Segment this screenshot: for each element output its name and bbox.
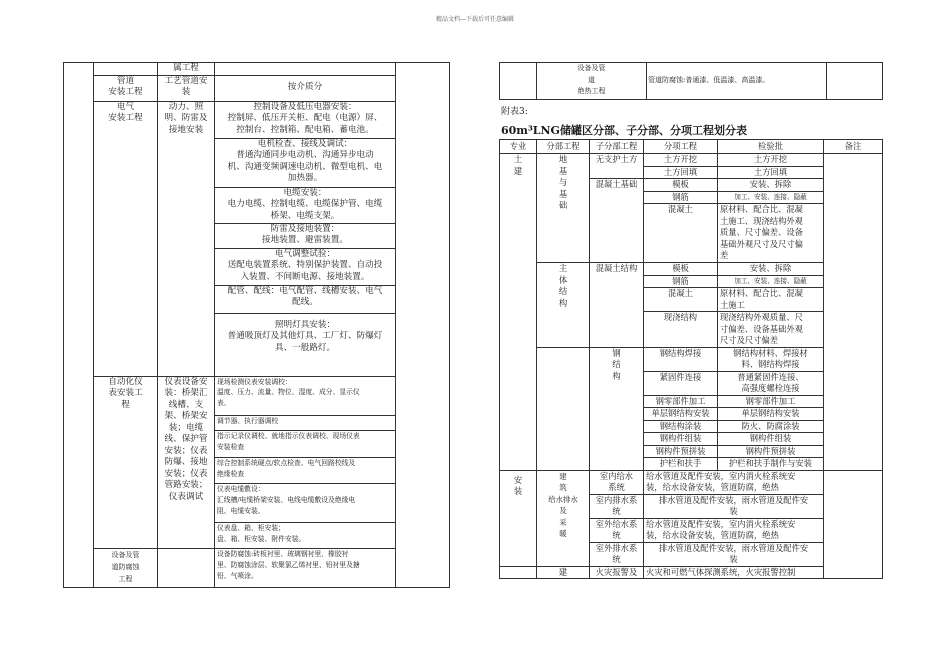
batch-indoor-drain: 排水管道及配件安装，雨水管道及配件安 装 [644,494,824,518]
batch-fastener: 普通紧固件连接、 高强度螺栓连接 [718,371,824,395]
top-fragment-label: 属工程 [158,63,215,76]
elec-item-4: 电气调整试验： 送配电装置系统、特别保护装置、自动投 入装置、不间断电源、接地装置。 [215,249,395,286]
batch-railing: 护栏和扶手制作与安装 [718,458,824,471]
building-cut-label: 建 [537,566,590,579]
item-formwork2: 模板 [644,263,718,276]
left-project-table [63,62,450,588]
batch-formwork2: 安装、拆除 [718,263,824,276]
right-table-title: 60m³LNG储罐区分部、子分部、分项工程划分表 [501,124,747,137]
page-header: 精品文档---下载后可任意编辑 [435,16,515,23]
left-blank-col [64,63,94,588]
item-steel-preassembly: 钢构件预拼装 [644,445,718,458]
item-rebar: 钢筋 [644,191,718,204]
batch-steel-weld: 钢结构材料、焊接材 料、钢结构焊接 [718,347,824,371]
right-blank-col [396,63,450,588]
batch-backfill: 土方回填 [718,166,824,179]
sub-outdoor-drain: 室外排水系 统 [590,542,644,566]
auto-item-3: 综合控制系统硬点/软点检查、电气回路校线及 绝缘检查 [215,458,395,484]
th-division: 分部工程 [537,140,590,154]
lng-division-table [499,139,883,579]
electrical-items [215,101,396,376]
sub-no-support: 无支护土方 [590,154,644,179]
appendix-label: 附表3: [501,107,528,117]
batch-single-steel: 单层钢结构安装 [718,408,824,421]
top-fragment-blank [94,63,158,76]
insulation-name: 设备及管 道 绝热工程 [537,63,647,100]
batch-cast: 现浇结构外观质量、尺 寸偏差、设备基础外观 尺寸及尺寸偏差 [718,312,824,348]
auto-item-5: 仪表盘、箱、柜安装； 盘、箱、柜安装、附件安装。 [217,523,306,543]
elec-item-5: 配管、配线：电气配管、线槽安装、电气 配线。 [215,286,395,314]
sub-indoor-water-supply: 室内给水 系统 [590,470,644,494]
th-subdivision: 子分部工程 [590,140,644,154]
th-specialty: 专业 [500,140,537,154]
th-item: 分项工程 [644,140,718,154]
sub-outdoor-water-supply: 室外给水系 统 [590,518,644,542]
item-rebar2: 钢筋 [644,275,718,288]
foundation-label: 地 基 与 基 础 [537,154,590,263]
sub-fire-alarm: 火灾报警及 [590,566,644,579]
automation-items [215,376,396,548]
item-single-steel: 单层钢结构安装 [644,408,718,421]
item-steel-coating: 钢结构涂装 [644,420,718,433]
batch-rebar: 加工、安装、连接、隐蔽 [718,191,824,204]
item-backfill: 土方回填 [644,166,718,179]
item-concrete2: 混凝土 [644,288,718,312]
right-top-fragment-table [499,62,883,100]
batch-rebar2: 加工、安装、连接、隐蔽 [718,275,824,288]
batch-fire-alarm: 火灾和可燃气体探测系统，火灾报警控制 [644,566,824,579]
batch-steel-assembly: 钢构件组装 [718,433,824,446]
item-fastener: 紧固件连接 [644,371,718,395]
batch-outdoor-drain: 排水管道及配件安装，雨水管道及配件安 装 [644,542,824,566]
auto-item-2: 指示记录仪调校、就地指示仪表调校、现场仪表 安装检查 [215,431,395,458]
batch-formwork: 安装、拆除 [718,179,824,192]
elec-item-3: 防雷及接地装置： 接地装置、避雷装置。 [215,224,395,249]
main-structure-label: 主 体 结 构 [537,263,590,348]
batch-steel-preassembly: 钢构件预拼装 [718,445,824,458]
anticorrosion-name: 设备及管 道防腐蚀 工程 [94,548,158,587]
batch-steel-parts: 钢零部件加工 [718,395,824,408]
batch-concrete1: 原材料、配合比、混凝 土施工、现浇结构外观 质量、尺寸偏差、设备 基础外观尺寸及尺寸偏 差 [718,204,824,263]
th-batch: 检验批 [718,140,824,154]
elec-item-0: 控制设备及低压电器安装： 控制屏、低压开关柜、配电（电源）屏、 控制台、控制箱、配电箱、蓄电池。 [215,102,395,139]
anticorrosion-item: 设备防腐蚀:砖板衬里、玻璃钢衬里、橡胶衬 里、防腐蚀涂层、软聚氯乙烯衬里、铅衬里及搪 铅、气喷涂。 [215,548,396,587]
elec-item-6: 照明灯具安装： 普通吸顶灯及其他灯具、工厂灯、防爆灯 具、一般路灯。 [227,319,383,353]
item-excavation: 土方开挖 [644,154,718,167]
auto-item-0: 现场检测仪表安装调校： 温度、压力、流量、物位、湿度、成分、显示仪 表、 [215,377,395,416]
item-formwork: 模板 [644,179,718,192]
item-steel-parts: 钢零部件加工 [644,395,718,408]
install-label: 安 装 [500,470,537,566]
by-medium-label: 按介质分 [215,75,396,101]
item-concrete: 混凝土 [644,204,718,263]
item-cast-structure: 现浇结构 [644,312,718,348]
steel-label: 钢 结 构 [590,347,644,470]
auto-item-4: 仪表电缆敷设： 汇线槽/电缆桥架安装、电线电缆敷设及绝缘电 阻、电缆安装、 [215,484,395,523]
auto-item-1: 调节器、执行器调校 [215,416,395,431]
batch-concrete2: 原材料、配合比、混凝 土施工 [718,288,824,312]
item-steel-assembly: 钢构件组装 [644,433,718,446]
batch-steel-coating: 防火、防腐涂装 [718,420,824,433]
process-pipe-label: 工艺管道安 装 [158,75,215,101]
sub-conc-structure: 混凝土结构 [590,263,644,348]
item-railing: 护栏和扶手 [644,458,718,471]
pipeline-label: 管道 安装工程 [94,75,158,101]
automation-name: 自动化仪 表安装工 程 [94,376,158,548]
electrical-name: 电气 安装工程 [94,101,158,376]
sub-indoor-drain: 室内排水系 统 [590,494,644,518]
automation-sub: 仪表设备安 装：桥架汇 线槽、支 架、桥架安 装；电缆 线、保护管 安装；仪表 防爆、接地 安装；仪表 管路安装； 仪表调试 [158,376,215,548]
civil-label: 土 建 [500,154,537,471]
item-steel-weld: 钢结构焊接 [644,347,718,371]
insulation-item: 管道防腐蚀:普通漆、低温漆、高温漆。 [647,63,827,100]
batch-indoor-water-supply: 给水管道及配件安装，室内消火栓系统安 装，给水设备安装，管道防腐，绝热 [644,470,824,494]
elec-item-1: 电机检查、接线及调试： 普通沟通同步电动机、沟通异步电动 机、沟通变频调速电动机、微型电机、电 加热器。 [215,139,395,188]
batch-outdoor-water-supply: 给水管道及配件安装，室内消火栓系统安 装，给水设备安装，管道防腐，绝热 [644,518,824,542]
building-plumbing-label: 建 筑 给水排水 及 采 暖 [537,470,590,566]
th-remark: 备注 [824,140,883,154]
batch-excavation: 土方开挖 [718,154,824,167]
elec-item-2: 电缆安装： 电力电缆、控制电缆、电缆保护管、电缆 桥架、电缆支架。 [215,188,395,224]
sub-conc-foundation: 混凝土基础 [590,179,644,263]
electrical-sub: 动力、照 明、防雷及 接地安装 [158,101,215,376]
